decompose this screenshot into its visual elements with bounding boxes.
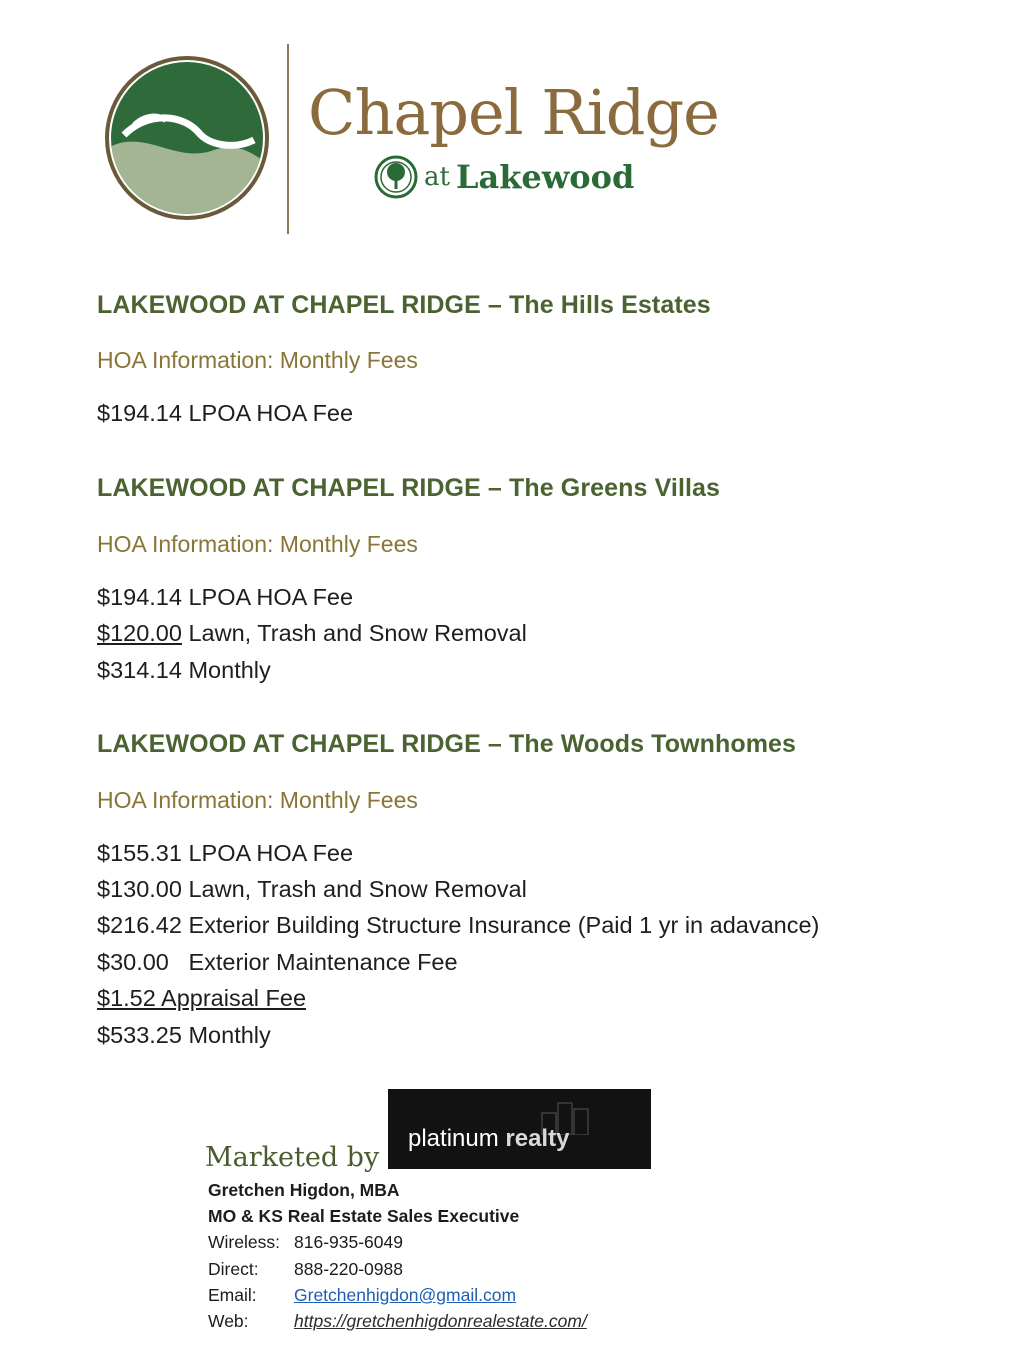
logo-divider xyxy=(287,44,289,234)
chapel-ridge-logo-icon xyxy=(104,55,270,221)
fee-line: $30.00 Exterior Maintenance Fee xyxy=(97,949,458,975)
platinum-realty-logo xyxy=(388,1089,651,1169)
logo-lakewood: Lakewood xyxy=(455,158,635,196)
direct-row: Direct: 888-220-0988 xyxy=(208,1259,403,1279)
agent-name: Gretchen Higdon, MBA xyxy=(208,1180,400,1200)
fee-line: $194.14 LPOA HOA Fee xyxy=(97,584,354,610)
marketed-by-label: Marketed by xyxy=(205,1142,380,1173)
fee-line: $194.14 LPOA HOA Fee xyxy=(97,400,354,426)
fee-line: $130.00 Lawn, Trash and Snow Removal xyxy=(97,876,527,902)
brand-platinum: platinum xyxy=(408,1125,499,1152)
logo-at: at xyxy=(424,162,450,192)
fee-line: $216.42 Exterior Building Structure Insurance (Paid 1 yr in adavance) xyxy=(97,912,820,938)
fee-line: $155.31 LPOA HOA Fee xyxy=(97,840,354,866)
fee-total: $314.14 Monthly xyxy=(97,657,271,683)
web-link[interactable]: https://gretchenhigdonrealestate.com/ xyxy=(294,1311,587,1331)
email-row: Email: Gretchenhigdon@gmail.com xyxy=(208,1285,517,1305)
fee-line: $120.00 Lawn, Trash and Snow Removal xyxy=(97,620,527,646)
logo-subtitle xyxy=(374,155,634,199)
fee-total: $533.25 Monthly xyxy=(97,1022,271,1048)
logo-title: Chapel Ridge xyxy=(308,76,719,149)
wireless-row: Wireless: 816-935-6049 xyxy=(208,1232,403,1252)
section-title-hills: LAKEWOOD AT CHAPEL RIDGE – The Hills Estates xyxy=(97,291,711,319)
email-link[interactable]: Gretchenhigdon@gmail.com xyxy=(294,1285,517,1305)
tree-icon xyxy=(374,155,418,199)
brand-realty: realty xyxy=(505,1125,570,1152)
section-subtitle-woods: HOA Information: Monthly Fees xyxy=(97,787,418,813)
section-title-woods: LAKEWOOD AT CHAPEL RIDGE – The Woods Townhomes xyxy=(97,730,797,758)
section-title-greens: LAKEWOOD AT CHAPEL RIDGE – The Greens Villas xyxy=(97,474,721,502)
section-subtitle-hills: HOA Information: Monthly Fees xyxy=(97,347,418,373)
web-row: Web: https://gretchenhigdonrealestate.com/ xyxy=(208,1311,587,1331)
agent-role: MO & KS Real Estate Sales Executive xyxy=(208,1206,520,1226)
fee-line: $1.52 Appraisal Fee xyxy=(97,985,307,1011)
section-subtitle-greens: HOA Information: Monthly Fees xyxy=(97,531,418,557)
